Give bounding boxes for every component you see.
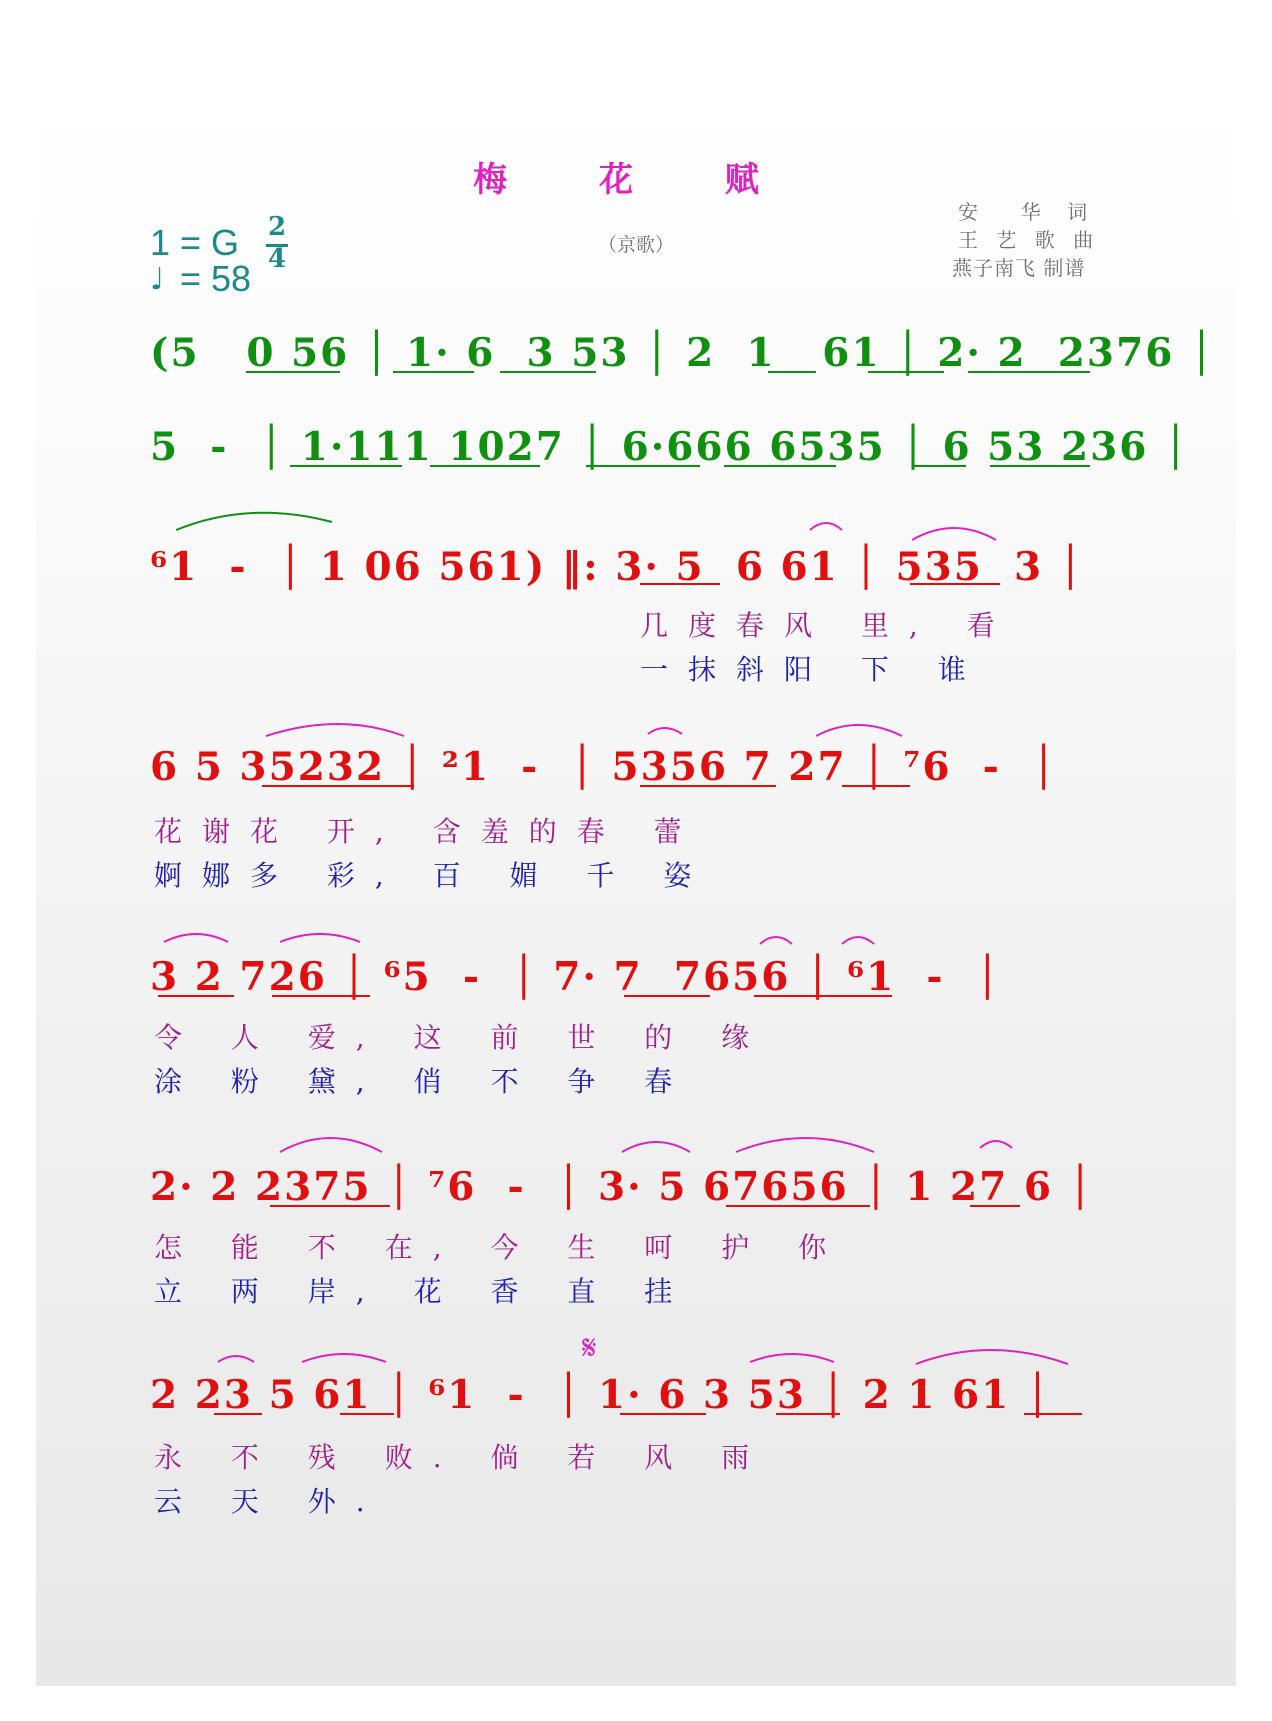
lyrics-row-7-verse-1: 永 不 残 败. 倘 若 风 雨 — [154, 1441, 770, 1474]
score-subtitle: （京歌） — [598, 234, 675, 256]
notation-row-1: (5 0 56 │ 1· 6 3 53 │ 2 1 61 │ 2· 2 2376 │ — [150, 330, 1216, 376]
quarter-note-icon: ♩ — [150, 262, 165, 297]
notation-row-3: ⁶1 - │ 1 06 561) ‖: 3· 5 6 61 │ 535 3 │ — [150, 544, 1085, 590]
segno-icon: 𝄋 — [582, 1328, 597, 1368]
lyrics-row-6-verse-2: 立 两 岸, 花 香 直 挂 — [154, 1275, 693, 1308]
notation-row-7: 2 23 5 61 │ ⁶1 - │ 1· 6 3 53 │ 2 1 61 │ — [150, 1372, 1052, 1418]
score-title: 梅 花 赋 — [473, 160, 799, 200]
lyrics-row-5-verse-2: 涂 粉 黛, 俏 不 争 春 — [154, 1065, 693, 1098]
lyrics-row-5-verse-1: 令 人 爱, 这 前 世 的 缘 — [154, 1021, 770, 1054]
notation-row-4: 6 5 35232 │ ²1 - │ 5356 7 27 │ ⁷6 - │ — [150, 744, 1058, 790]
lyrics-row-3-verse-1: 几度春风 里, 看 — [640, 609, 1015, 642]
tempo-marking: = 58 — [180, 258, 252, 299]
lyrics-row-4-verse-2: 婀娜多 彩, 百 媚 千 姿 — [154, 859, 712, 892]
notation-row-2: 5 - │ 1·111 1027 │ 6·666 6535 │ 6 53 236 │ — [150, 424, 1190, 470]
time-signature-top: 2 — [268, 212, 287, 242]
lyrics-row-3-verse-2: 一抹斜阳 下 谁 — [640, 653, 986, 686]
lyrics-row-7-verse-2: 云 天 外. — [154, 1485, 385, 1518]
arranger-credit: 燕子南飞 制谱 — [952, 256, 1086, 280]
lyricist-credit: 安 华 词 — [958, 200, 1098, 224]
key-signature: 1 = G — [150, 222, 240, 263]
notation-row-5: 3 2 726 │ ⁶5 - │ 7· 7 7656 │ ⁶1 - │ — [150, 954, 1002, 1000]
composer-credit: 王 艺 歌 曲 — [958, 228, 1100, 252]
time-signature-bottom: 4 — [268, 244, 287, 274]
lyrics-row-4-verse-1: 花谢花 开, 含羞的春 蕾 — [154, 815, 702, 848]
notation-row-6: 2· 2 2375 │ ⁷6 - │ 3· 5 67656 │ 1 27 6 │ — [150, 1164, 1095, 1210]
lyrics-row-6-verse-1: 怎 能 不 在, 今 生 呵 护 你 — [154, 1231, 847, 1264]
